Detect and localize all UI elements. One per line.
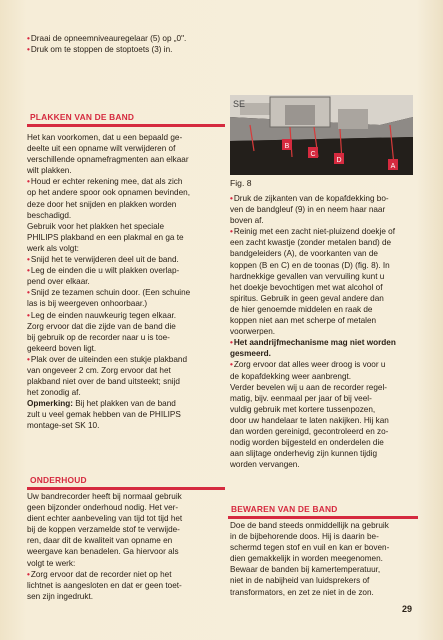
bullet-line bbox=[230, 271, 420, 282]
bullet-line-text: las is bij weergeven onhoorbaar.) bbox=[27, 299, 148, 309]
bullet-line-text: boven af. bbox=[230, 216, 264, 226]
bullet-line-text: het doekje bevochtigen met wat alcohol of bbox=[230, 282, 383, 292]
paragraph-line bbox=[230, 575, 420, 586]
bullet-line-text: Zorg ervoor dat alles weer droog is voor u bbox=[233, 360, 386, 370]
paragraph-line bbox=[27, 176, 227, 187]
paragraph-line bbox=[27, 491, 227, 502]
intro-line-2 bbox=[27, 44, 227, 55]
bullet-line-text: Leg de einden nauwkeurig tegen elkaar. bbox=[30, 310, 177, 320]
section-heading: BEWAREN VAN DE BAND bbox=[231, 504, 338, 514]
bullet-line-text: nodig worden bijgesteld en onderdelen die bbox=[230, 438, 384, 448]
section-heading: PLAKKEN VAN DE BAND bbox=[30, 112, 135, 122]
bullet-line-text: Reinig met een zacht niet-pluizend doekje of bbox=[233, 227, 395, 237]
right-column-body bbox=[230, 193, 420, 470]
bullet-line bbox=[230, 371, 420, 382]
bullet-line-text: Zorg ervoor dat die zijde van de band die bbox=[27, 321, 176, 331]
bold-bullet-line-text: Het aandrijfmechanisme mag niet worden bbox=[233, 338, 396, 348]
bullet-line bbox=[27, 354, 227, 365]
heading-rule bbox=[228, 516, 418, 519]
paragraph-line bbox=[27, 558, 227, 569]
bullet-icon: • bbox=[230, 227, 233, 237]
bullet-icon: • bbox=[27, 255, 30, 265]
bullet-line-text: bij gebruik op de recorder naar u is toe- bbox=[27, 332, 170, 342]
paragraph-line bbox=[27, 221, 227, 232]
figure-8-image bbox=[230, 95, 413, 175]
section-heading: ONDERHOUD bbox=[30, 475, 87, 485]
paragraph-line bbox=[27, 132, 227, 143]
bullet-line bbox=[27, 298, 227, 309]
bullet-icon: • bbox=[230, 338, 233, 348]
bullet-line bbox=[230, 393, 420, 404]
paragraph-line-text: Doe de band steeds onmiddellijk na gebruik bbox=[230, 521, 389, 530]
bullet-line bbox=[27, 310, 227, 321]
bullet-line bbox=[230, 359, 420, 370]
page-number: 29 bbox=[402, 604, 413, 614]
paragraph-line bbox=[27, 502, 227, 513]
bullet-icon: • bbox=[27, 266, 30, 276]
paragraph-line-text: dien gemakkelijk in worden meegenomen. bbox=[230, 554, 383, 564]
paragraph-line-text: volgt te werk: bbox=[27, 558, 76, 568]
figure-caption: Fig. 8 bbox=[230, 178, 252, 188]
bullet-line bbox=[27, 332, 227, 343]
note-label: Opmerking: bbox=[27, 399, 73, 409]
bullet-line-text: door uw handelaar te laten nakijken. Hij kan bbox=[230, 415, 389, 425]
bullet-line-text: Druk de zijkanten van de kopafdekking bo- bbox=[233, 194, 389, 203]
paragraph-line bbox=[27, 243, 227, 254]
bullet-line bbox=[230, 459, 420, 470]
heading-rule bbox=[27, 124, 225, 127]
bullet-line-text: bandgeleiders (A), de voorkanten van de bbox=[230, 249, 378, 259]
bullet-line bbox=[27, 376, 227, 387]
paragraph-line-text: Uw bandrecorder heeft bij normaal gebruik bbox=[27, 492, 182, 501]
paragraph-line-text: Het kan voorkomen, dat u een bepaald ge- bbox=[27, 133, 183, 142]
bullet-line bbox=[230, 260, 420, 271]
paragraph-line-text: PHILIPS plakband en een plakmal en ga te bbox=[27, 232, 184, 242]
paragraph-line bbox=[230, 564, 420, 575]
paragraph-line-text: bij de koppen verzamelde stof te verwijde- bbox=[27, 525, 180, 535]
bullet-line-text: worden vervangen. bbox=[230, 460, 300, 470]
paragraph-line bbox=[27, 513, 227, 524]
bullet-line bbox=[230, 415, 420, 426]
fig-label-c: C bbox=[310, 151, 316, 158]
bold-bullet-line-text: gesmeerd. bbox=[230, 349, 271, 359]
paragraph-line-text: Bewaar de banden bij kamertemperatuur, bbox=[230, 565, 381, 575]
paragraph-line-text: deze door het snijden en plakken worden bbox=[27, 199, 177, 209]
paragraph-line bbox=[230, 587, 420, 598]
bullet-line bbox=[230, 248, 420, 259]
bullet-line bbox=[230, 448, 420, 459]
bullet-line bbox=[230, 293, 420, 304]
paragraph-line-text: Gebruik voor het plakken het speciale bbox=[27, 221, 164, 231]
fig-label-a: A bbox=[390, 163, 396, 170]
bullet-line-text: sen zijn ingedrukt. bbox=[27, 591, 93, 601]
bullet-line-text: de hier genoemde middelen en raak de bbox=[230, 304, 373, 314]
paragraph-line bbox=[230, 542, 420, 553]
bullet-line bbox=[27, 591, 227, 602]
onderhoud-body bbox=[27, 491, 227, 602]
bullet-line-text: koppen (B en C) en de toonas (D) (fig. 8). In bbox=[230, 260, 390, 270]
bullet-line-text: Snijd het te verwijderen deel uit de band. bbox=[30, 255, 179, 265]
bewaren-body bbox=[230, 520, 420, 598]
bullet-line bbox=[230, 204, 420, 215]
bullet-icon: • bbox=[27, 310, 30, 320]
bold-bullet-line bbox=[230, 337, 420, 348]
intro-block bbox=[27, 33, 227, 55]
bullet-line-text: koppen niet aan met scherpe of metalen bbox=[230, 316, 377, 326]
paragraph-line bbox=[27, 210, 227, 221]
paragraph-line-text: dient echter aanbeveling van tijd tot tijd het bbox=[27, 514, 183, 524]
bullet-line bbox=[230, 404, 420, 415]
note-line bbox=[27, 409, 227, 420]
bullet-line-text: hardnekkige gevallen van vervuiling kunt u bbox=[230, 271, 385, 281]
paragraph-line bbox=[27, 232, 227, 243]
note-line bbox=[27, 420, 227, 431]
bullet-line-text: matig, bijv. eenmaal per jaar of bij veel- bbox=[230, 393, 372, 403]
bullet-line bbox=[230, 426, 420, 437]
bullet-icon: • bbox=[27, 288, 30, 298]
paragraph-line-text: wilt plakken. bbox=[27, 166, 72, 176]
note-line bbox=[27, 398, 227, 409]
intro-line-1 bbox=[27, 33, 227, 44]
heading-rule bbox=[27, 487, 225, 490]
paragraph-line-text: ren, daar dit de kwaliteit van opname en bbox=[27, 536, 173, 546]
intro-text-1: Draai de opneemniveauregelaar (5) op „0". bbox=[30, 34, 187, 43]
bullet-icon: • bbox=[27, 45, 30, 55]
bullet-line bbox=[230, 304, 420, 315]
paragraph-line-text: deelte uit een opname wilt verwijderen of bbox=[27, 144, 176, 154]
paragraph-line bbox=[27, 524, 227, 535]
bullet-line bbox=[27, 287, 227, 298]
paragraph-line-text: schermd tegen stof en vuil en kan er boven- bbox=[230, 543, 390, 553]
paragraph-line bbox=[27, 199, 227, 210]
section-onderhoud bbox=[27, 475, 225, 490]
bullet-line bbox=[27, 276, 227, 287]
paragraph-line-text: weergave kan benadelen. Ga hiervoor als bbox=[27, 547, 179, 557]
bullet-line-text: van ongeveer 2 cm. Zorg ervoor dat het bbox=[27, 365, 171, 375]
paragraph-line bbox=[27, 143, 227, 154]
bullet-icon: • bbox=[230, 194, 233, 203]
bullet-line-text: voorwerpen. bbox=[230, 327, 276, 337]
bullet-line bbox=[230, 326, 420, 337]
paragraph-line-text: niet in de nabijheid van luidsprekers of bbox=[230, 576, 370, 586]
section-bewaren bbox=[228, 504, 418, 519]
bullet-line-text: vuldig gebruik met kortere tussenpozen, bbox=[230, 404, 376, 414]
bullet-line bbox=[27, 343, 227, 354]
paragraph-line bbox=[27, 154, 227, 165]
plakken-body bbox=[27, 132, 227, 432]
paragraph-line-text: op het andere spoor ook opnamen bevinden, bbox=[27, 188, 190, 198]
bullet-icon: • bbox=[230, 360, 233, 370]
bullet-line-text: een zacht kwastje (zonder metalen band) de bbox=[230, 238, 392, 248]
bullet-line bbox=[27, 254, 227, 265]
bullet-line bbox=[230, 282, 420, 293]
fig-label-b: B bbox=[284, 143, 290, 150]
paragraph-line-text: beschadigd. bbox=[27, 210, 72, 220]
bullet-line-text: Zorg ervoor dat de recorder niet op het bbox=[30, 569, 172, 579]
bullet-line bbox=[230, 382, 420, 393]
bullet-line-text: Leg de einden die u wilt plakken overlap- bbox=[30, 266, 180, 276]
intro-text-2: Druk om te stoppen de stoptoets (3) in. bbox=[30, 45, 173, 55]
bullet-line-text: Verder bevelen wij u aan de recorder regel- bbox=[230, 382, 388, 392]
fig-label-d: D bbox=[336, 157, 342, 164]
bullet-line-text: het zonodig af. bbox=[27, 388, 81, 398]
bullet-line bbox=[27, 265, 227, 276]
tape-head-photo bbox=[230, 95, 413, 175]
paragraph-line-text: verschillende opnamefragmenten aan elkaar bbox=[27, 155, 189, 165]
bullet-line bbox=[27, 569, 227, 580]
bullet-line bbox=[230, 193, 420, 204]
bullet-line-text: ven de bandgleuf (9) in en neem haar naar bbox=[230, 205, 386, 215]
note-text: Bij het plakken van de band bbox=[72, 399, 176, 409]
fig-top-text: SE bbox=[233, 99, 246, 109]
bullet-line bbox=[230, 215, 420, 226]
bullet-line-text: gekeerd boven ligt. bbox=[27, 343, 97, 353]
bullet-line bbox=[230, 315, 420, 326]
bullet-line-text: lichtnet is aangesloten en dat er geen toet- bbox=[27, 580, 182, 590]
bullet-line bbox=[27, 365, 227, 376]
paragraph-line bbox=[230, 553, 420, 564]
section-plakken bbox=[27, 112, 225, 127]
bullet-icon: • bbox=[27, 177, 30, 187]
bullet-line-text: pend over elkaar. bbox=[27, 277, 90, 287]
bullet-line bbox=[230, 437, 420, 448]
bold-bullet-line bbox=[230, 348, 420, 359]
bullet-line-text: aan slijtage onderhevig zijn kunnen tijdig bbox=[230, 449, 378, 459]
paragraph-line-text: transformators, en zet ze niet in de zon. bbox=[230, 587, 374, 597]
bullet-line bbox=[27, 580, 227, 591]
paragraph-line bbox=[27, 187, 227, 198]
paragraph-line bbox=[27, 535, 227, 546]
paragraph-line-text: in de bijbehorende doos. Hij is daarin be- bbox=[230, 532, 379, 542]
paragraph-line-text: werk als volgt: bbox=[27, 243, 79, 253]
paragraph-line bbox=[230, 520, 420, 531]
bullet-line bbox=[27, 387, 227, 398]
note-line-text: zult u veel gemak hebben van de PHILIPS bbox=[27, 410, 181, 420]
bullet-line-text: dan worden gereinigd, gecontroleerd en zo- bbox=[230, 426, 389, 436]
bullet-line bbox=[27, 321, 227, 332]
bullet-icon: • bbox=[27, 34, 30, 43]
bullet-line-text: Plak over de uiteinden een stukje plakband bbox=[30, 354, 188, 364]
bullet-icon: • bbox=[27, 354, 30, 364]
bullet-line-text: Snijd ze tezamen schuin door. (Een schuine bbox=[30, 288, 191, 298]
paragraph-line bbox=[27, 546, 227, 557]
bullet-line bbox=[230, 237, 420, 248]
paragraph-line bbox=[27, 165, 227, 176]
paragraph-line-text: Houd er echter rekening mee, dat als zich bbox=[30, 177, 183, 187]
note-line-text: montage-set SK 10. bbox=[27, 421, 100, 431]
bullet-line-text: de kopafdekking weer aanbrengt. bbox=[230, 371, 352, 381]
paragraph-line-text: geen bijzonder onderhoud nodig. Het ver- bbox=[27, 503, 179, 513]
bullet-line-text: spiritus. Gebruik in geen geval andere dan bbox=[230, 293, 384, 303]
bullet-icon: • bbox=[27, 569, 30, 579]
bullet-line bbox=[230, 226, 420, 237]
bullet-line-text: plakband niet over de band uitsteekt; snijd bbox=[27, 377, 180, 387]
paragraph-line bbox=[230, 531, 420, 542]
